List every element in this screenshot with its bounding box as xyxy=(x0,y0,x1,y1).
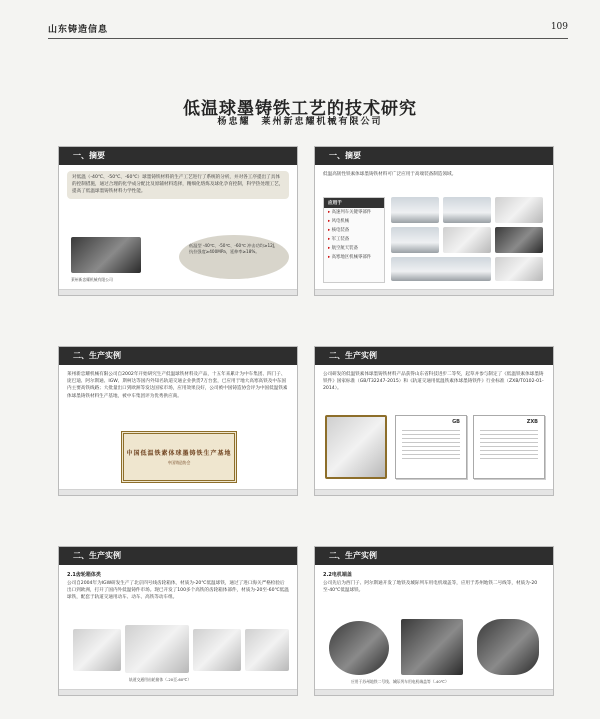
certificate-plaque xyxy=(121,431,237,483)
slide-production-3 xyxy=(58,546,298,696)
gearbox-photo xyxy=(193,629,241,671)
slide-heading-bar xyxy=(315,147,553,165)
gearbox-photo xyxy=(245,629,289,671)
slide-footer xyxy=(315,689,553,695)
national-standard-document xyxy=(395,415,467,479)
slide-production-2 xyxy=(314,346,554,496)
slide-footer xyxy=(315,489,553,495)
standard-code: ZXB xyxy=(526,419,538,425)
slide-heading-bar xyxy=(59,147,297,165)
wind-turbine-photo xyxy=(443,197,491,223)
slide-production-4 xyxy=(314,546,554,696)
gearbox-caption: 轨道交通用齿轮箱体（-20至-60℃） xyxy=(129,677,192,682)
application-item: ▸ 航空航天装备 xyxy=(324,244,384,253)
slide-footer xyxy=(59,489,297,495)
abstract-text: 对低温（-40℃、-50℃、-60℃）球墨铸铁材料的生产工艺进行了系统的分析，并对各工序提出了具体的控制措施，通过合理的化学成分配比及原辅材料选择，精细化熔炼及球化孕育控制，科学热处理工艺，提高了低温球墨铸铁材料力学性能。 xyxy=(67,171,289,199)
gearbox-photo xyxy=(125,625,189,673)
standards-text: 公司研发的低温铁素体球墨铸铁材料产品获得山东省科技进步二等奖，起草并参与制定了《低温铁素体球墨铸铁件》国家标准（GB/T32247-2015）和《轨道交通用低温铁素体球墨铸铁件》行业标准（ZXB/T0102-01-2014）。 xyxy=(323,372,544,392)
gearbox-text: 公司自2004年为IGW研发生产了北京四号线齿轮箱体，材质为-20℃低温球铁，通过了进口海关严格检验后出口到欧洲，打开了国内外低温铸件市场。现已开发了100多个高铁的齿轮箱体部件，材质为-20至-60℃低温球铁，配套于轨道交通用动车、动车、高铁等动车组。 xyxy=(67,581,289,601)
power-plant-photo xyxy=(391,227,439,253)
slide-footer xyxy=(59,289,297,295)
running-header xyxy=(48,22,568,36)
section-subheading: 2.1齿轮箱体类 xyxy=(67,572,101,578)
photo-caption: 莱州新忠耀机械有限公司 xyxy=(71,277,113,282)
slide-heading: 一、摘要 xyxy=(329,151,361,160)
motor-end-cover-photo xyxy=(477,619,539,675)
application-item: ▸ 高寒地区机械零部件 xyxy=(324,253,384,262)
property-oval: 低温型 -40℃、-50℃、-60℃ 冲击功均≥12J，抗拉强度≥400MPa，延伸率≥18%。 xyxy=(179,235,289,279)
slide-heading: 二、生产实例 xyxy=(329,351,377,360)
application-item: ▸ 风电机械 xyxy=(324,217,384,226)
snow-machine-photo xyxy=(495,257,543,281)
page-number: 109 xyxy=(550,22,568,32)
aircraft-photo xyxy=(443,227,491,253)
certificate-title: 中国低温铁素体球墨铸铁生产基地 xyxy=(126,450,232,457)
application-item: ▸ 军工装备 xyxy=(324,235,384,244)
gearbox-photo xyxy=(73,629,121,671)
award-certificate-image xyxy=(325,415,387,479)
motor-end-cover-photo xyxy=(329,621,389,675)
industrial-photo xyxy=(495,197,543,223)
slide-heading: 一、摘要 xyxy=(73,151,105,160)
slide-heading-bar xyxy=(315,347,553,365)
slide-heading-bar xyxy=(315,547,553,565)
slide-heading: 二、生产实例 xyxy=(73,351,121,360)
article-title: 低温球墨铸铁工艺的技术研究 xyxy=(183,99,417,119)
section-subheading: 2.2电机端盖 xyxy=(323,572,352,578)
slide-heading: 二、生产实例 xyxy=(329,551,377,560)
slide-heading: 二、生产实例 xyxy=(73,551,121,560)
journal-name: 山东铸造信息 xyxy=(48,25,109,35)
production-text: 莱州新忠耀机械有限公司自2002年开始研究生产低温球铁材料及产品，十五年来累计为中车集团、四门子、庞巴迪、阿尔斯通、IGW、斯柯达等国内外知名轨道交通企业供货7万台套，已应用于地大高寒高铁及中东国内主要高铁线路；大批量出口到欧洲等发达国家市场，应用效果良好，公司被中国铸造协会评为中国低温铁素体球墨铸铁材料生产基地，被中车集团评为优秀供应商。 xyxy=(67,372,288,399)
standard-code: GB xyxy=(452,419,460,425)
slide-footer xyxy=(315,289,553,295)
casting-photo xyxy=(71,237,141,273)
header-divider xyxy=(48,38,568,39)
certificate-issuer: 中国铸造协会 xyxy=(167,460,191,465)
slide-abstract-2 xyxy=(314,146,554,296)
slide-heading-bar xyxy=(59,347,297,365)
application-intro: 低温高韧性铁素体球墨铸铁材料可广泛应用于高端装备制造领域。 xyxy=(323,172,457,177)
slide-abstract-1 xyxy=(58,146,298,296)
industry-standard-document xyxy=(473,415,545,479)
slide-production-1 xyxy=(58,346,298,496)
application-list-title: 应用于 xyxy=(324,198,384,208)
motor-cover-caption: 应用于苏州地铁二号线、城际列车用电机端盖等（-40℃） xyxy=(351,679,449,684)
slide-footer xyxy=(59,689,297,695)
application-list xyxy=(323,197,385,283)
motor-end-cover-photo xyxy=(401,619,463,675)
application-item: ▸ 高速列车关键零部件 xyxy=(324,208,384,217)
application-item: ▸ 核电装备 xyxy=(324,226,384,235)
train-photo xyxy=(391,197,439,223)
slide-heading-bar xyxy=(59,547,297,565)
motor-cover-text: 公司先后为西门子、阿尔斯通开发了地铁及城际列车用电机端盖等，应用于苏州地铁二号线等，材质为-20至-40℃低温球铁。 xyxy=(323,581,538,594)
military-vehicle-photo xyxy=(495,227,543,253)
article-byline: 杨忠耀 莱州新忠耀机械有限公司 xyxy=(217,117,383,127)
airplane-photo xyxy=(391,257,491,281)
